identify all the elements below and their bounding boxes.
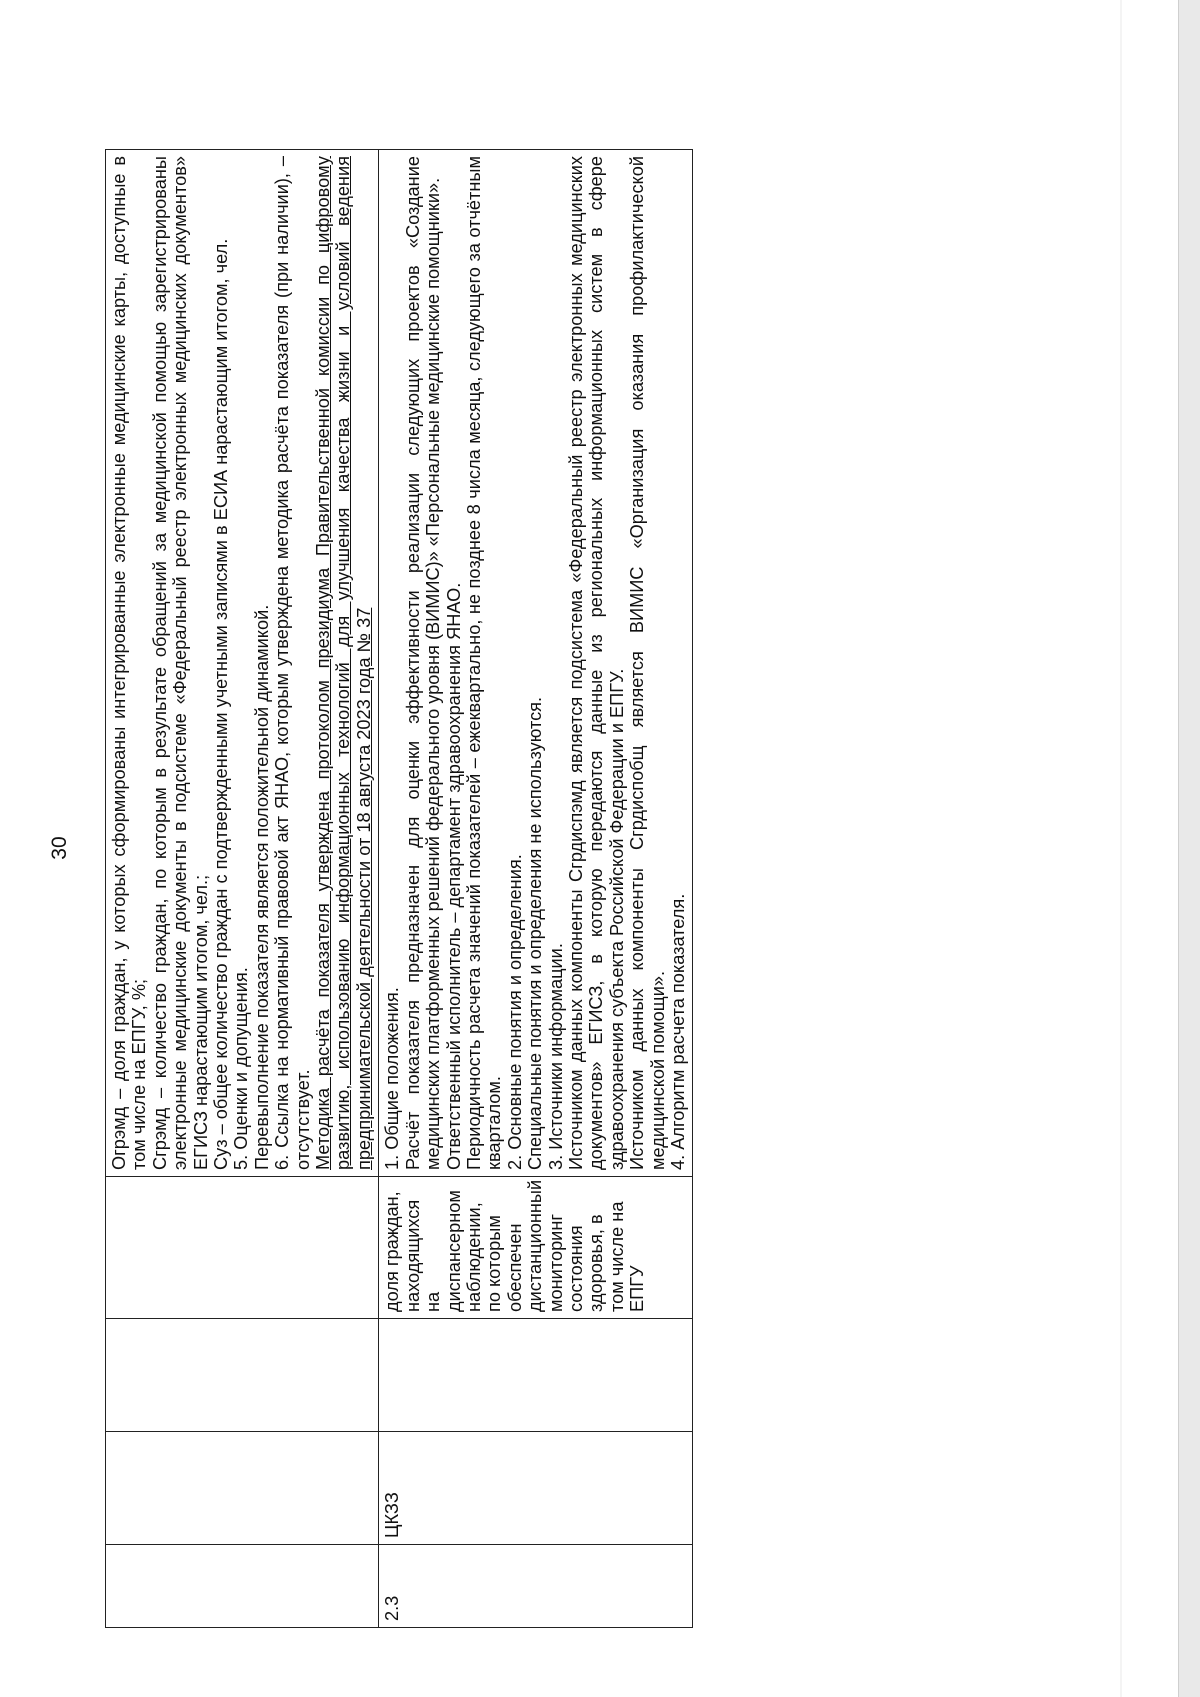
cell-methodology bbox=[106, 150, 379, 1177]
paragraph: Перевыполнение показателя является положительной динамикой. bbox=[251, 604, 272, 1170]
paragraph: Методика расчёта показателя утверждена протоколом президиума Правительственной комиссии по цифровому развитию, использованию информационных технологий для улучшения качества жизни и условий ведения предпринимательской деятельности от 18 августа 2023 года № 37 bbox=[313, 156, 374, 1170]
page-number: 30 bbox=[48, 836, 71, 860]
cell-number bbox=[106, 1545, 379, 1628]
paragraph: Огрэмд – доля граждан, у которых сформированы интегрированные электронные медицинские карты, доступные в том числе на ЕПГУ, %; bbox=[109, 156, 150, 1170]
paragraph: 3. Источники информации. bbox=[545, 943, 566, 1170]
paragraph: 1. Общие положения. bbox=[382, 987, 403, 1170]
cell-empty bbox=[106, 1319, 379, 1432]
cell-methodology bbox=[379, 150, 693, 1177]
indicator-table bbox=[105, 149, 693, 1628]
paragraph: Сгрэмд – количество граждан, по которым в результате обращений за медицинской помощью зарегистрированы электронные медицинские документы в подсистеме «Федеральный реестр электронных медицинских документов» ЕГИСЗ нарастающим итогом, чел.; bbox=[149, 156, 211, 1170]
paragraph: Источником данных компоненты Сгрдиспобщ является ВИМИС «Организация оказания профилактической медицинской помощи». bbox=[627, 156, 668, 1170]
cell-indicator-name: доля граждан, находящихся на диспансерном наблюдении, по которым обеспечен дистанционный мониторинг состояния здоровья, в том числе на ЕПГУ bbox=[379, 1177, 693, 1319]
table-row-2-3 bbox=[379, 150, 693, 1628]
cell-indicator-name bbox=[106, 1177, 379, 1319]
cell-code bbox=[106, 1432, 379, 1545]
paragraph: Периодичность расчета значений показателей – ежеквартально, не позднее 8 числа месяца, следующего за отчётным кварталом. bbox=[463, 156, 505, 1170]
paragraph: 2. Основные понятия и определения. bbox=[504, 854, 525, 1170]
cell-number: 2.3 bbox=[379, 1545, 693, 1628]
cell-empty bbox=[379, 1319, 693, 1432]
paragraph: 5. Оценки и допущения. bbox=[231, 967, 252, 1170]
paragraph: 4. Алгоритм расчета показателя. bbox=[667, 893, 688, 1170]
paragraph: Суз – общее количество граждан с подтвержденными учетными записями в ЕСИА нарастающим итогом, чел. bbox=[211, 238, 232, 1170]
cell-code: ЦКЗЗ bbox=[379, 1432, 693, 1545]
paragraph: 6. Ссылка на нормативный правовой акт ЯНАО, которым утверждена методика расчёта показателя (при наличии), – отсутствует. bbox=[272, 156, 313, 1170]
table-row-continuation bbox=[106, 150, 379, 1628]
paragraph: Источником данных компоненты Сгрдиспэмд является подсистема «Федеральный реестр электронных медицинских документов» ЕГИСЗ, в которую передаются данные из региональных информационных систем в сфере здравоохранения субъекта Российской Федерации и ЕПГУ. bbox=[565, 156, 627, 1170]
paragraph: Ответственный исполнитель – департамент здравоохранения ЯНАО. bbox=[443, 582, 464, 1170]
paragraph: Расчёт показателя предназначен для оценки эффективности реализации следующих проектов «Создание медицинских платформенных решений федерального уровня (ВИМИС)» «Персональные медицинские помощники». bbox=[402, 156, 444, 1170]
rotated-page-content bbox=[30, 68, 1170, 1628]
paragraph: Специальные понятия и определения не используются. bbox=[525, 696, 546, 1170]
